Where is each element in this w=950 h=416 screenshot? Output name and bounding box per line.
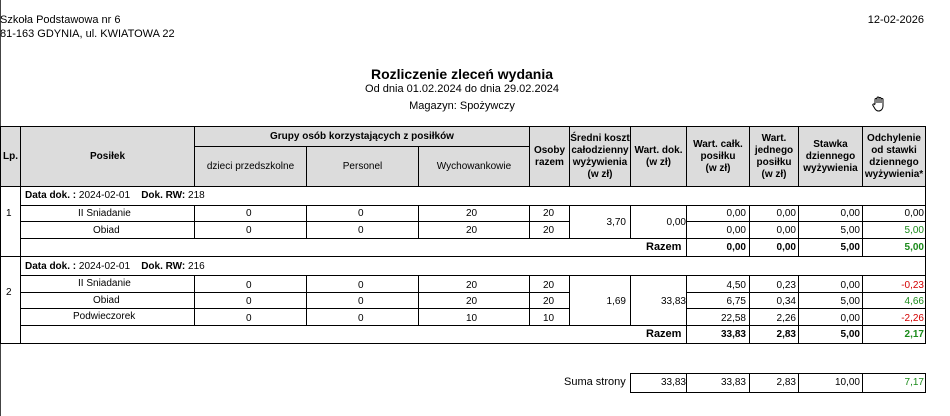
report-warehouse: Magazyn: Spożywczy [409, 100, 515, 112]
table-row-posilek: II Sniadanie [78, 278, 131, 289]
table-row-calk: 6,75 [726, 296, 746, 307]
table-row-posilek: Obiad [93, 225, 120, 236]
dok-rw-value: 218 [188, 190, 205, 201]
table-row-stawka: 0,00 [840, 313, 860, 324]
header-wart-calk-line: (w zł) [705, 162, 731, 174]
data-dok-value: 2024-02-01 [78, 261, 131, 272]
header-wart-calk-line: posiłku [700, 150, 736, 162]
table-row-dzieci: 0 [246, 208, 252, 219]
table-row-stawka: 5,00 [840, 296, 860, 307]
table-row-calk: 0,00 [726, 225, 746, 236]
header-wart-calk-line: Wart. całk. [693, 138, 743, 150]
table-row-personel: 0 [358, 208, 364, 219]
table-row-dzieci: 0 [246, 296, 252, 307]
table-row-personel: 0 [358, 313, 364, 324]
header-wart-dok [630, 126, 687, 187]
razem-wart-dok: 33,83 [720, 329, 746, 340]
table-row-odch: 5,00 [904, 225, 924, 236]
header-wart-calk [686, 126, 750, 187]
header-osoby-razem-line: Osoby [533, 144, 566, 156]
report-period: Od dnia 01.02.2024 do dnia 29.02.2024 [365, 83, 559, 95]
wart-dok-value: 0,00 [666, 217, 686, 228]
table-row-odch: -0,23 [901, 280, 924, 291]
page-sum-label: Suma strony [564, 376, 626, 388]
razem-jedn: 0,00 [776, 242, 796, 253]
header-odch-line: Odchylenie [867, 132, 921, 144]
table-row-stawka: 0,00 [840, 208, 860, 219]
razem-stawka: 5,00 [840, 242, 860, 253]
razem-jedn: 2,83 [776, 329, 796, 340]
data-dok-label: Data dok. : [25, 190, 77, 201]
header-odchylenie [862, 126, 926, 187]
table-row-jedn: 0,00 [776, 208, 796, 219]
report-title: Rozliczenie zleceń wydania [370, 66, 554, 82]
dok-rw-label: Dok. RW: [141, 261, 186, 272]
table-row-razem: 20 [543, 208, 555, 219]
header-wart-jedn-line: jednego [754, 144, 794, 156]
header-wart-dok-line: Wart. dok. [634, 144, 683, 156]
page-sum-stawka: 10,00 [834, 377, 860, 388]
table-row-posilek: Obiad [93, 295, 120, 306]
razem-wart-dok: 0,00 [726, 242, 746, 253]
table-row-wych: 20 [466, 296, 478, 307]
table-row-razem: 20 [543, 225, 555, 236]
group-doc-info [25, 261, 205, 272]
table-row-dzieci: 0 [246, 313, 252, 324]
table-row-wych: 20 [466, 280, 478, 291]
dok-rw-label: Dok. RW: [141, 190, 186, 201]
header-odch-line: dziennego [869, 156, 919, 168]
table-row-jedn: 0,00 [776, 225, 796, 236]
header-stawka-line: Stawka [813, 138, 848, 150]
header-stawka-line: dziennego [805, 150, 856, 162]
header-wart-jedn-line: posiłku [756, 156, 792, 168]
razem-label: Razem [646, 241, 682, 253]
school-name: Szkoła Podstawowa nr 6 [0, 14, 121, 26]
header-sredni-line: Średni koszt [570, 132, 630, 144]
table-row-personel: 0 [358, 280, 364, 291]
table-row-calk: 22,58 [720, 313, 746, 324]
header-sredni-line: wyżywienia [572, 156, 628, 168]
header-sredni-line: całodzienny [571, 144, 629, 156]
group-lp: 2 [6, 287, 12, 298]
header-osoby-razem-line: razem [535, 156, 564, 168]
sredni-koszt-value: 1,69 [606, 296, 626, 307]
razem-label: Razem [646, 328, 682, 340]
group-doc-info [25, 190, 205, 201]
table-row-razem: 10 [543, 313, 555, 324]
header-wart-jedn-line: (w zł) [761, 168, 787, 180]
header-lp: Lp. [0, 126, 21, 187]
page-sum-odch: 7,17 [904, 377, 924, 388]
page-sum-jedn: 2,83 [776, 377, 796, 388]
header-personel: Personel [306, 146, 419, 187]
page-sum-calk: 33,83 [720, 377, 746, 388]
table-row-dzieci: 0 [246, 280, 252, 291]
header-sredni-line: (w zł) [587, 168, 613, 180]
table-row-razem: 20 [543, 280, 555, 291]
razem-odch: 5,00 [904, 242, 924, 253]
print-date: 12-02-2026 [867, 14, 924, 26]
header-osoby-razem [529, 126, 570, 187]
table-row-calk: 0,00 [726, 208, 746, 219]
data-dok-label: Data dok. : [25, 261, 77, 272]
header-dzieci: dzieci przedszkolne [194, 146, 307, 187]
table-row-posilek: Podwieczorek [73, 311, 136, 322]
wart-dok-value: 33,83 [660, 296, 686, 307]
hand-cursor-icon [871, 95, 889, 113]
header-wart-jedn [749, 126, 799, 187]
table-row-wych: 20 [466, 208, 478, 219]
table-row-personel: 0 [358, 225, 364, 236]
data-dok-value: 2024-02-01 [78, 190, 131, 201]
table-row-odch: 0,00 [904, 208, 924, 219]
table-row-calk: 4,50 [726, 280, 746, 291]
table-row-razem: 20 [543, 296, 555, 307]
table-row-wych: 10 [466, 313, 478, 324]
header-wychowankowie: Wychowankowie [418, 146, 530, 187]
table-row-posilek: II Sniadanie [78, 208, 131, 219]
table-row-stawka: 5,00 [840, 225, 860, 236]
table-row-jedn: 0,34 [776, 296, 796, 307]
header-wart-dok-line: (w zł) [646, 156, 671, 168]
header-stawka-line: wyżywienia [803, 162, 858, 174]
page-sum-wart-dok: 33,83 [660, 377, 686, 388]
header-odch-line: wyżywienia* [864, 168, 924, 180]
sredni-koszt-value: 3,70 [606, 217, 626, 228]
table-row-dzieci: 0 [246, 225, 252, 236]
header-odch-line: od stawki [871, 144, 917, 156]
header-stawka [798, 126, 863, 187]
header-posilek: Posiłek [20, 126, 195, 187]
table-row-jedn: 0,23 [776, 280, 796, 291]
header-grupy: Grupy osób korzystających z posiłków [194, 126, 530, 147]
table-row-odch: 4,66 [904, 296, 924, 307]
table-row-wych: 20 [466, 225, 478, 236]
header-wart-jedn-line: Wart. [761, 132, 787, 144]
table-row-odch: -2,26 [901, 313, 924, 324]
school-address: 81-163 GDYNIA, ul. KWIATOWA 22 [0, 28, 175, 40]
header-sredni-koszt [569, 126, 631, 187]
razem-odch: 2,17 [904, 329, 924, 340]
group-lp: 1 [6, 208, 12, 219]
dok-rw-value: 216 [188, 261, 205, 272]
razem-stawka: 5,00 [840, 329, 860, 340]
table-row-jedn: 2,26 [776, 313, 796, 324]
table-row-personel: 0 [358, 296, 364, 307]
table-row-stawka: 0,00 [840, 280, 860, 291]
